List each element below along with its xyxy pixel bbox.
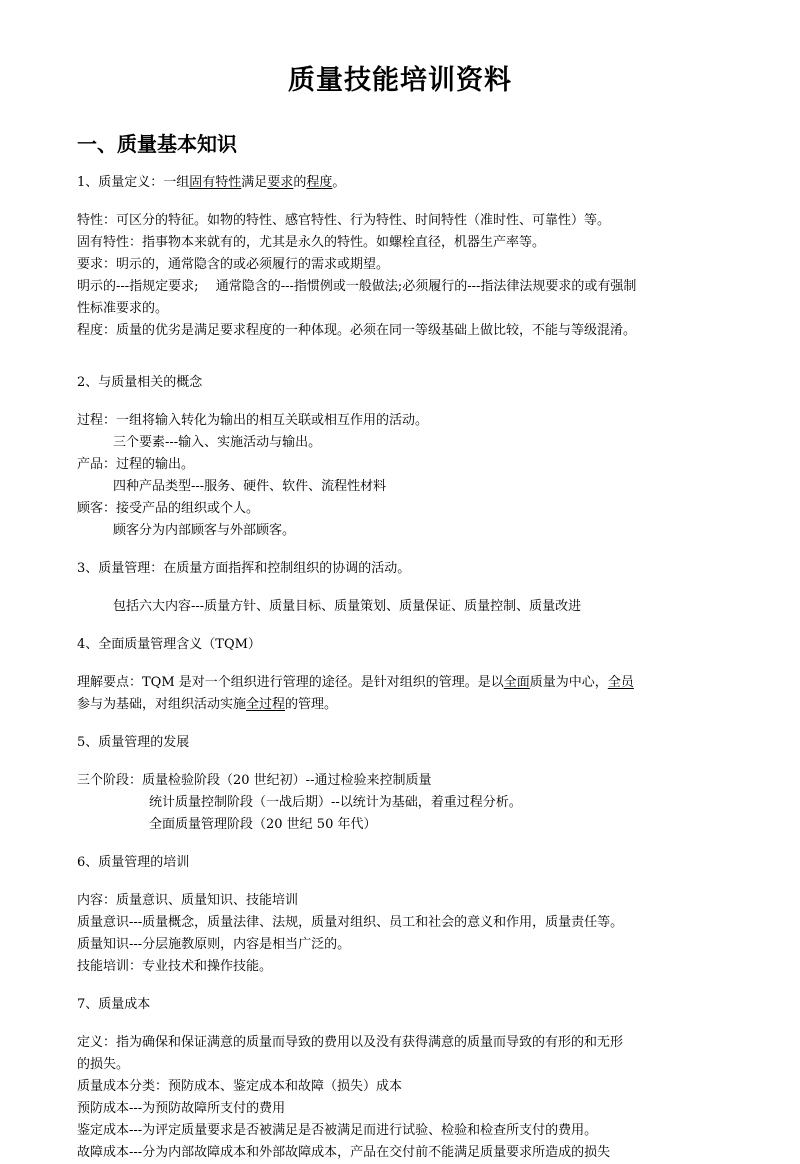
paragraph-line: 质量意识---质量概念，质量法律、法规，质量对组织、员工和社会的意义和作用，质量责任等。: [77, 915, 624, 930]
paragraph-line: 包括六大内容---质量方针、质量目标、质量策划、质量保证、质量控制、质量改进: [113, 599, 582, 614]
quality-cost-heading: 7、质量成本: [77, 997, 151, 1012]
paragraph-line: 特性：可区分的特征。如物的特性、感官特性、行为特性、时间特性（准时性、可靠性）等。: [77, 213, 611, 228]
paragraph-line: 鉴定成本---为评定质量要求是否被满足是否被满足而进行试验、检验和检查所支付的费用。: [77, 1123, 598, 1138]
qm-training-heading: 6、质量管理的培训: [77, 855, 190, 870]
paragraph-line: 顾客分为内部顾客与外部顾客。: [113, 523, 296, 538]
paragraph-line: 性标准要求的。: [77, 301, 169, 316]
paragraph-line: 全面质量管理阶段（20 世纪 50 年代）: [149, 817, 377, 832]
related-concepts-heading: 2、与质量相关的概念: [77, 375, 203, 390]
quality-definition-heading: 1、质量定义：一组固有特性满足要求的程度。: [77, 175, 346, 190]
tqm-heading: 4、全面质量管理含义（TQM）: [77, 637, 261, 652]
paragraph-line: 固有特性：指事物本来就有的，尤其是永久的特性。如螺栓直径，机器生产率等。: [77, 235, 546, 250]
paragraph-line: 统计质量控制阶段（一战后期）--以统计为基础，着重过程分析。: [149, 795, 522, 810]
paragraph-line: 产品：过程的输出。: [77, 457, 195, 472]
paragraph-line: 三个要素---输入、实施活动与输出。: [113, 435, 322, 450]
paragraph-line: 要求：明示的，通常隐含的或必须履行的需求或期望。: [77, 257, 390, 272]
paragraph-line: 明示的---指规定要求; 通常隐含的---指惯例或一般做法;必须履行的---指法律法规要求的或有强制: [77, 279, 637, 294]
underlined-term: 要求: [267, 175, 294, 190]
paragraph-line: 顾客：接受产品的组织或个人。: [77, 501, 260, 516]
tqm-paragraph: 理解要点：TQM 是对一个组织进行管理的途径。是针对组织的管理。是以全面质量为中心，全员 参与为基础，对组织活动实施全过程的管理。: [77, 675, 634, 712]
paragraph-line: 内容：质量意识、质量知识、技能培训: [77, 893, 299, 908]
underlined-term: 全过程: [246, 697, 286, 712]
paragraph-line: 程度：质量的优劣是满足要求程度的一种体现。必须在同一等级基础上做比较，不能与等级混淆。: [77, 323, 637, 338]
paragraph-line: 四种产品类型---服务、硬件、软件、流程性材料: [113, 479, 387, 494]
paragraph-line: 预防成本---为预防故障所支付的费用: [77, 1101, 286, 1116]
document-body: [77, 172, 687, 1164]
underlined-term: 程度: [306, 175, 333, 190]
paragraph-line: 三个阶段：质量检验阶段（20 世纪初）--通过检验来控制质量: [77, 773, 432, 788]
paragraph-line: 过程：一组将输入转化为输出的相互关联或相互作用的活动。: [77, 413, 429, 428]
section-heading-basic-knowledge: 一、质量基本知识: [77, 132, 237, 156]
document-title: 质量技能培训资料: [288, 65, 512, 96]
paragraph-line: 故障成本---分为内部故障成本和外部故障成本，产品在交付前不能满足质量要求所造成的损失: [77, 1145, 611, 1160]
paragraph-line: 质量知识---分层施教原则，内容是相当广泛的。: [77, 937, 351, 952]
underlined-term: 固有特性: [189, 175, 242, 190]
qm-development-heading: 5、质量管理的发展: [77, 735, 190, 750]
underlined-term: 全面: [503, 675, 530, 690]
quality-management-heading: 3、质量管理：在质量方面指挥和控制组织的协调的活动。: [77, 561, 411, 576]
underlined-term: 全员: [607, 675, 634, 690]
paragraph-line: 的损失。: [77, 1057, 130, 1072]
paragraph-line: 技能培训：专业技术和操作技能。: [77, 959, 273, 974]
paragraph-line: 定义：指为确保和保证满意的质量而导致的费用以及没有获得满意的质量而导致的有形的和无形: [77, 1035, 624, 1050]
paragraph-line: 质量成本分类：预防成本、鉴定成本和故障（损失）成本: [77, 1079, 403, 1094]
